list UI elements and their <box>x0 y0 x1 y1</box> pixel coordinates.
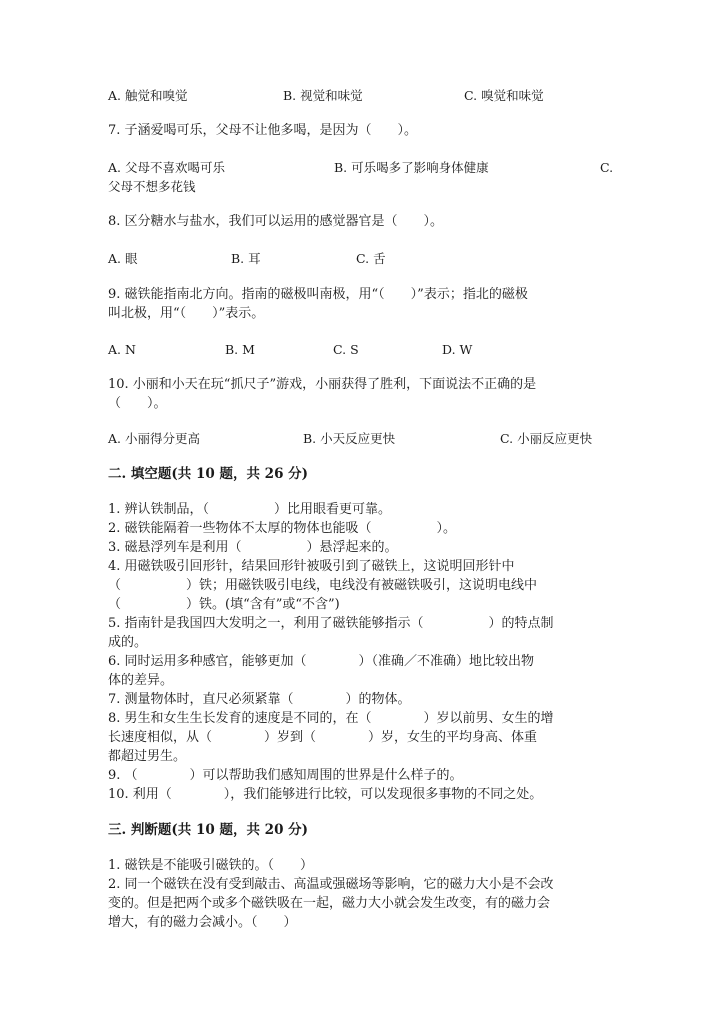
judge-line: 1. 磁铁是不能吸引磁铁的。（ ） <box>108 858 314 873</box>
question-7-stem: 7. 子涵爱喝可乐，父母不让他多喝，是因为（ ）。 <box>108 123 418 138</box>
question-10-stem-line1: 10. 小丽和小天在玩“抓尺子”游戏，小丽获得了胜利，下面说法不正确的是 <box>108 377 537 392</box>
option-b: B. 可乐喝多了影响身体健康 <box>334 160 489 175</box>
fill-line: 1. 辨认铁制品，（ ）比用眼看更可靠。 <box>108 502 392 517</box>
section-3-heading: 三. 判断题(共 10 题，共 20 分) <box>108 822 309 838</box>
option-a: A. 父母不喜欢喝可乐 <box>108 160 225 175</box>
fill-line: 8. 男生和女生生长发育的速度是不同的，在（ ）岁以前男、女生的增 <box>108 711 554 726</box>
option-c: C. 嗅觉和味觉 <box>464 88 544 103</box>
fill-line: 10. 利用（ ），我们能够进行比较，可以发现很多事物的不同之处。 <box>108 787 543 802</box>
option-c: C. 小丽反应更快 <box>500 431 593 446</box>
fill-line: 7. 测量物体时，直尺必须紧靠（ ）的物体。 <box>108 692 411 707</box>
option-c: C. S <box>333 342 359 357</box>
fill-line: 3. 磁悬浮列车是利用（ ）悬浮起来的。 <box>108 540 398 555</box>
option-a: A. N <box>108 342 136 357</box>
fill-line: 长速度相似，从（ ）岁到（ ）岁，女生的平均身高、体重 <box>108 730 538 745</box>
question-9-stem-line1: 9. 磁铁能指南北方向。指南的磁极叫南极，用“（ ）”表示；指北的磁极 <box>108 287 528 302</box>
option-b: B. 小天反应更快 <box>303 431 396 446</box>
option-a: A. 小丽得分更高 <box>108 431 200 446</box>
fill-line: 6. 同时运用多种感官，能够更加（ ）（准确／不准确）地比较出物 <box>108 654 535 669</box>
fill-line: 5. 指南针是我国四大发明之一，利用了磁铁能够指示（ ）的特点制 <box>108 616 554 631</box>
section-2-heading: 二. 填空题(共 10 题，共 26 分) <box>108 466 309 482</box>
judge-line: 增大，有的磁力会减小。（ ） <box>108 915 297 930</box>
question-9-stem-line2: 叫北极，用“（ ）”表示。 <box>108 306 265 321</box>
option-a: A. 触觉和嗅觉 <box>108 88 188 103</box>
fill-line: 2. 磁铁能隔着一些物体不太厚的物体也能吸（ ）。 <box>108 521 457 536</box>
question-10-stem-line2: （ ）。 <box>108 396 167 411</box>
option-d: D. W <box>442 342 473 357</box>
fill-line: 4. 用磁铁吸引回形针，结果回形针被吸引到了磁铁上，这说明回形针中 <box>108 559 515 574</box>
option-c-letter: C. <box>600 160 614 175</box>
fill-line: （ ）铁。(填“含有”或“不含”) <box>108 597 340 612</box>
fill-line: 成的。 <box>108 635 148 650</box>
question-8-stem: 8. 区分糖水与盐水，我们可以运用的感觉器官是（ ）。 <box>108 214 444 229</box>
fill-line: 都超过男生。 <box>108 749 187 764</box>
option-c: C. 舌 <box>356 251 386 266</box>
option-b: B. M <box>225 342 255 357</box>
judge-line: 变的。但是把两个或多个磁铁吸在一起，磁力大小就会发生改变，有的磁力会 <box>108 896 551 911</box>
fill-line: （ ）铁；用磁铁吸引电线，电线没有被磁铁吸引，这说明电线中 <box>108 578 538 593</box>
fill-line: 9. （ ）可以帮助我们感知周围的世界是什么样子的。 <box>108 768 463 783</box>
option-b: B. 耳 <box>231 251 261 266</box>
option-a: A. 眼 <box>108 251 138 266</box>
option-b: B. 视觉和味觉 <box>283 88 363 103</box>
fill-line: 体的差异。 <box>108 673 174 688</box>
judge-line: 2. 同一个磁铁在没有受到敲击、高温或强磁场等影响，它的磁力大小是不会改 <box>108 877 554 892</box>
option-c-text: 父母不想多花钱 <box>108 179 196 194</box>
